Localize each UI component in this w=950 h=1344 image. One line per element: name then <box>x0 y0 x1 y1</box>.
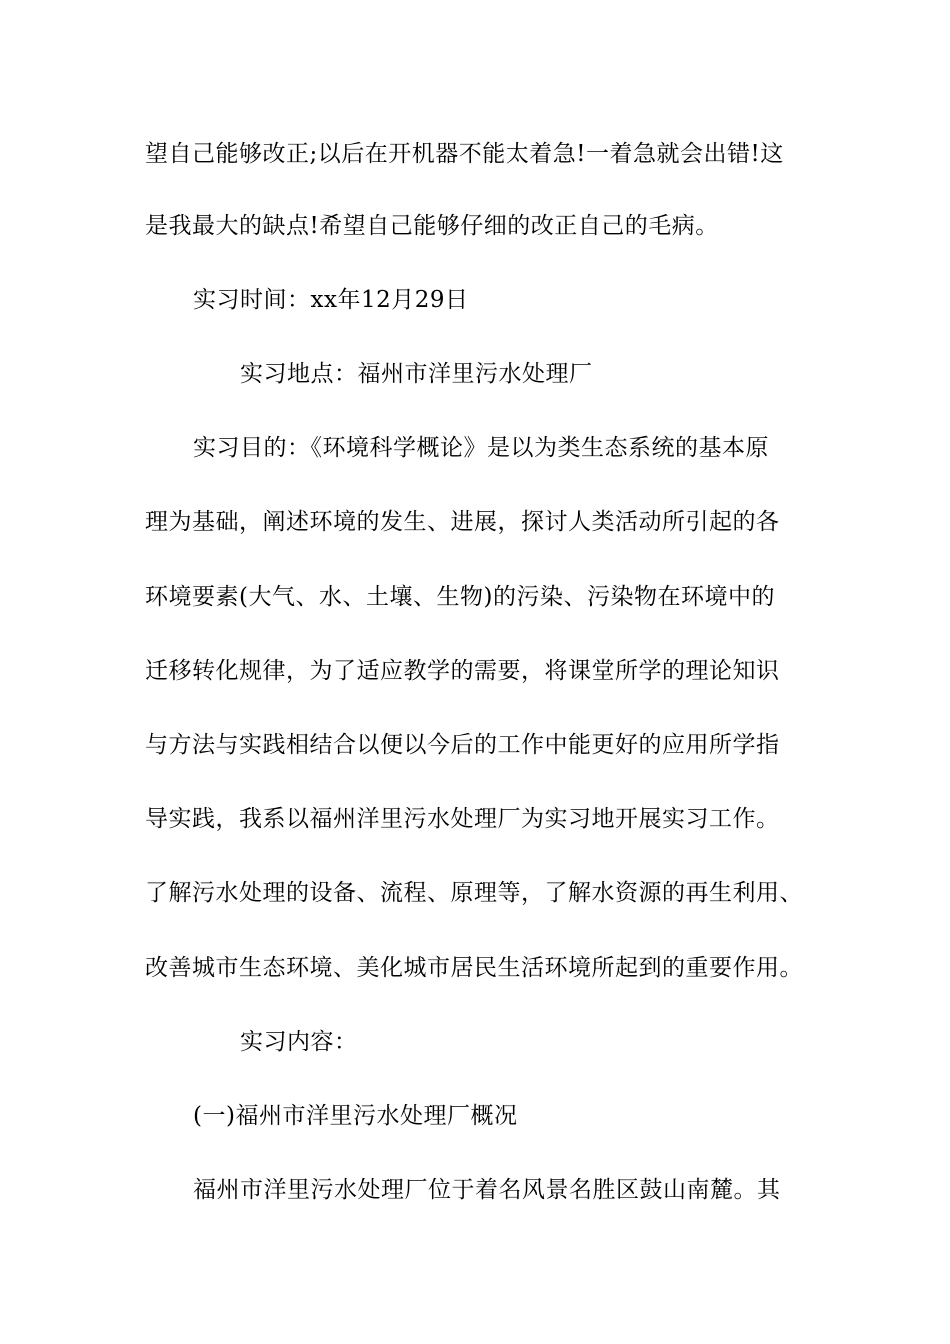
paragraph-line: 是我最大的缺点!希望自己能够仔细的改正自己的毛病。 <box>145 213 719 239</box>
paragraph-line: 望自己能够改正;以后在开机器不能太着急!一着急就会出错!这 <box>145 141 784 167</box>
section-heading: 实习内容： <box>240 1029 358 1055</box>
internship-location: 实习地点：福州市洋里污水处理厂 <box>240 361 593 387</box>
internship-purpose: 实习目的：《环境科学概论》是以为类生态系统的基本原 <box>193 435 769 461</box>
subsection-heading: (一)福州市洋里污水处理厂概况 <box>193 1103 518 1129</box>
paragraph-line: 导实践，我系以福州洋里污水处理厂为实习地开展实习工作。 <box>145 806 780 832</box>
paragraph-line: 福州市洋里污水处理厂位于着名风景名胜区鼓山南麓。其 <box>193 1177 781 1203</box>
paragraph-line: 与方法与实践相结合以便以今后的工作中能更好的应用所学指 <box>145 732 780 758</box>
paragraph-line: 迁移转化规律，为了适应教学的需要，将课堂所学的理论知识 <box>145 658 780 684</box>
paragraph-line: 了解污水处理的设备、流程、原理等，了解水资源的再生利用、 <box>145 880 803 906</box>
internship-time: 实习时间：xx年12月29日 <box>193 287 469 313</box>
paragraph-line: 理为基础，阐述环境的发生、进展，探讨人类活动所引起的各 <box>145 509 780 535</box>
paragraph-line: 改善城市生态环境、美化城市居民生活环境所起到的重要作用。 <box>145 955 803 981</box>
paragraph-line: 环境要素(大气、水、土壤、生物)的污染、污染物在环境中的 <box>145 584 775 610</box>
